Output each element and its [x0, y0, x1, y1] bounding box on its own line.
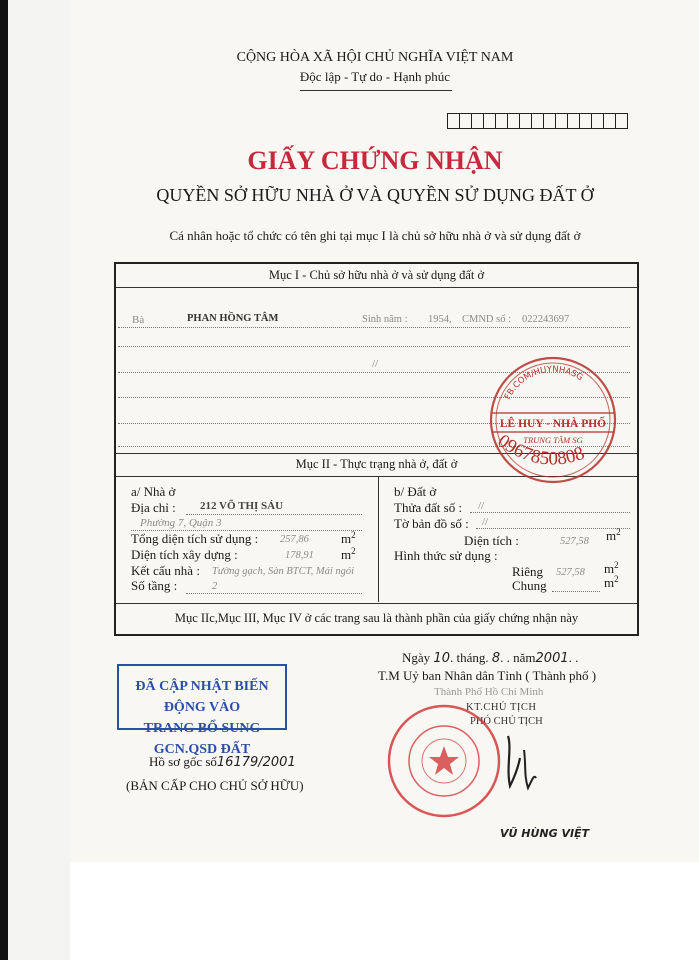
house-heading: a/ Nhà ở	[131, 484, 176, 499]
build-area-value: 178,91	[285, 550, 314, 561]
id-number: 022243697	[522, 314, 570, 325]
map-label: Tờ bản đồ số :	[394, 516, 469, 531]
usage-area-unit: $m^2$	[341, 530, 356, 546]
copy-note: (BẢN CẤP CHO CHỦ SỞ HỮU)	[126, 778, 304, 793]
star-icon	[429, 746, 459, 775]
intro-text: Cá nhân hoặc tổ chức có tên ghi tại mục I là chủ sở hữu nhà ở và sử dụng đất ở	[169, 228, 581, 243]
authority-line: T.M Uỷ ban Nhân dân Tỉnh ( Thành phố )	[378, 668, 597, 683]
address-dotted-line	[186, 514, 362, 515]
land-heading: b/ Đất ở	[394, 484, 437, 499]
section2-bottom-divider	[116, 603, 637, 604]
record-line: Hồ sơ gốc số16179/2001	[149, 754, 296, 770]
parcel-mark: //	[478, 500, 485, 512]
signer-name: VŨ HÙNG VIỆT	[500, 827, 590, 840]
serial-number-boxes	[447, 113, 627, 129]
scan-edge	[0, 0, 8, 960]
motto: Độc lập - Tự do - Hạnh phúc	[299, 69, 451, 84]
structure-value: Tường gạch, Sàn BTCT, Mái ngói	[212, 566, 355, 577]
update-stamp-line: ĐÃ CẬP NHẬT BIẾN ĐỘNG VÀO	[135, 679, 269, 715]
date-line: Ngày 10. tháng. 8. . năm2001. .	[402, 650, 579, 666]
owner-name: PHAN HỒNG TÂM	[187, 313, 279, 324]
republic-heading: CỘNG HÒA XÃ HỘI CHỦ NGHĨA VIỆT NAM	[236, 50, 514, 65]
stamp-name: LÊ HUY - NHÀ PHỐ	[499, 418, 607, 430]
official-seal	[385, 702, 503, 820]
shared-unit: $m^2$	[604, 574, 619, 590]
ward-value: Phường 7, Quận 3	[140, 517, 222, 529]
section2-heading: Mục II - Thực trạng nhà ở, đất ở	[295, 457, 458, 471]
structure-label: Kết cấu nhà :	[131, 563, 200, 578]
land-area-label: Diện tích :	[464, 533, 519, 548]
birth-label: Sinh năm :	[362, 314, 408, 325]
stamp-top-text: FB.COM/HUYNHASG	[502, 364, 585, 402]
certificate-subtitle: QUYỀN SỞ HỮU NHÀ Ở VÀ QUYỀN SỬ DỤNG ĐẤT Ở	[156, 185, 594, 205]
authority-city: Thành Phố Hồ Chí Minh	[434, 686, 544, 698]
land-area-value: 527,58	[560, 536, 589, 547]
shared-dotted-line	[552, 591, 600, 592]
usage-area-label: Tổng diện tích sử dụng :	[131, 531, 259, 546]
build-area-unit: $m^2$	[341, 546, 356, 562]
land-area-unit: $m^2$	[606, 527, 621, 543]
id-label: CMND số :	[462, 314, 512, 325]
address-value: 212 VÕ THỊ SÁU	[200, 500, 284, 512]
private-unit: $m^2$	[604, 560, 619, 576]
usage-form-label: Hình thức sử dụng :	[394, 548, 498, 563]
motto-underline	[300, 90, 452, 91]
birth-year: 1954,	[428, 314, 452, 325]
owner-prefix: Bà	[132, 314, 145, 326]
realtor-stamp	[478, 340, 628, 500]
floors-value: 2	[212, 581, 218, 592]
build-area-label: Diện tích xây dựng :	[131, 547, 238, 562]
private-value: 527,58	[556, 567, 585, 578]
stamp-center: TRUNG TÂM SG	[523, 435, 583, 445]
page-bottom	[70, 862, 699, 960]
stamp-phone: 0967850808	[493, 430, 588, 470]
private-label: Riêng	[512, 564, 544, 579]
vice-chairman: PHÓ CHỦ TỊCH	[470, 716, 543, 727]
scan-margin	[8, 0, 70, 960]
usage-area-value: 257,86	[280, 534, 309, 545]
blank-mark: //	[372, 358, 379, 370]
section2-column-divider	[378, 477, 379, 602]
shared-label: Chung	[512, 578, 547, 593]
address-label: Địa chỉ :	[131, 500, 176, 515]
kt-chairman: KT.CHỦ TỊCH	[466, 702, 537, 713]
owner-dotted-line	[118, 327, 630, 328]
update-stamp	[117, 664, 287, 757]
parcel-dotted-line	[470, 512, 630, 513]
footer-note: Mục IIc,Mục III, Mục IV ở các trang sau là thành phần của giấy chứng nhận này	[174, 611, 579, 625]
section1-heading: Mục I - Chủ sở hữu nhà ở và sử dụng đất ở	[268, 268, 485, 282]
floors-dotted-line	[186, 593, 362, 594]
parcel-label: Thửa đất số :	[394, 500, 463, 515]
map-mark: //	[482, 516, 489, 528]
certificate-title: GIẤY CHỨNG NHẬN	[247, 146, 503, 175]
signature-image	[488, 728, 558, 798]
section1-divider	[116, 287, 637, 288]
floors-label: Số tầng :	[131, 578, 178, 593]
update-stamp-line: TRANG BỔ SUNG GCN.QSD ĐẤT	[143, 721, 261, 757]
